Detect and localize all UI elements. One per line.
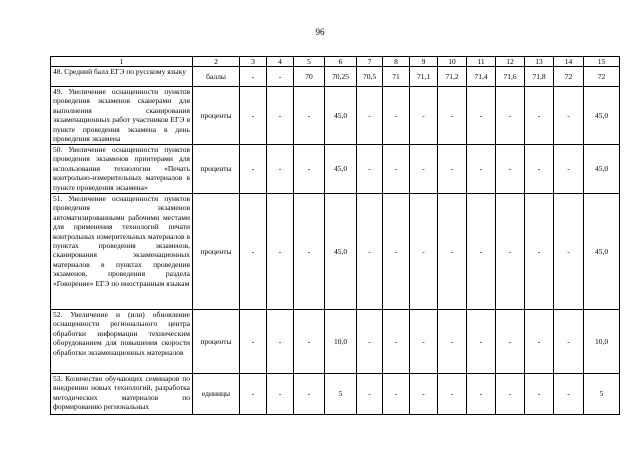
value-cell: - bbox=[383, 87, 410, 145]
value-cell: - bbox=[467, 374, 496, 415]
indicator-description: 52. Увеличение и (или) обновление оснащенности регионального центра обработки информации техническим оборудованием для повышения скорости обработки экзаменационных материалов bbox=[51, 310, 193, 374]
value-cell: 45,0 bbox=[584, 194, 620, 310]
value-cell: - bbox=[240, 87, 267, 145]
value-cell: - bbox=[267, 67, 294, 87]
value-cell: - bbox=[525, 310, 554, 374]
value-cell: - bbox=[438, 87, 467, 145]
column-header: 9 bbox=[410, 57, 438, 67]
column-header: 8 bbox=[383, 57, 410, 67]
value-cell: - bbox=[438, 145, 467, 194]
value-cell: - bbox=[267, 87, 294, 145]
value-cell: - bbox=[294, 145, 325, 194]
value-cell: 71,2 bbox=[438, 67, 467, 87]
value-cell: 45,0 bbox=[325, 87, 357, 145]
value-cell: 72 bbox=[554, 67, 584, 87]
table-row bbox=[51, 310, 620, 374]
value-cell: 45,0 bbox=[584, 87, 620, 145]
table-row bbox=[51, 374, 620, 415]
indicator-unit: проценты bbox=[193, 310, 240, 374]
page-number: 96 bbox=[315, 27, 325, 37]
value-cell: - bbox=[294, 87, 325, 145]
value-cell: - bbox=[294, 374, 325, 415]
value-cell: - bbox=[525, 87, 554, 145]
value-cell: - bbox=[467, 310, 496, 374]
column-header: 1 bbox=[51, 57, 193, 67]
column-header: 6 bbox=[325, 57, 357, 67]
value-cell: - bbox=[410, 310, 438, 374]
value-cell: - bbox=[554, 194, 584, 310]
column-header: 12 bbox=[496, 57, 525, 67]
indicator-unit: проценты bbox=[193, 87, 240, 145]
indicator-description: 50. Увеличение оснащенности пунктов проведения экзаменов принтерами для использования технологии «Печать контрольно-измерительных материалов в пункте проведения экзамена» bbox=[51, 145, 193, 194]
value-cell: - bbox=[410, 194, 438, 310]
value-cell: - bbox=[496, 87, 525, 145]
value-cell: - bbox=[410, 145, 438, 194]
value-cell: - bbox=[438, 310, 467, 374]
value-cell: - bbox=[267, 145, 294, 194]
value-cell: - bbox=[554, 310, 584, 374]
table-row bbox=[51, 145, 620, 194]
value-cell: 71,1 bbox=[410, 67, 438, 87]
indicators-table bbox=[50, 56, 620, 415]
column-header: 7 bbox=[357, 57, 383, 67]
value-cell: 70 bbox=[294, 67, 325, 87]
value-cell: 45,0 bbox=[325, 194, 357, 310]
value-cell: - bbox=[383, 145, 410, 194]
value-cell: - bbox=[467, 145, 496, 194]
column-header: 11 bbox=[467, 57, 496, 67]
value-cell: 71 bbox=[383, 67, 410, 87]
table-row bbox=[51, 87, 620, 145]
value-cell: - bbox=[267, 374, 294, 415]
value-cell: - bbox=[240, 194, 267, 310]
value-cell: - bbox=[554, 87, 584, 145]
table-row bbox=[51, 67, 620, 87]
value-cell: - bbox=[267, 194, 294, 310]
value-cell: - bbox=[357, 145, 383, 194]
column-header: 15 bbox=[584, 57, 620, 67]
column-header: 2 bbox=[193, 57, 240, 67]
value-cell: 45,0 bbox=[325, 145, 357, 194]
value-cell: - bbox=[525, 145, 554, 194]
column-header: 14 bbox=[554, 57, 584, 67]
value-cell: - bbox=[467, 87, 496, 145]
indicator-unit: проценты bbox=[193, 145, 240, 194]
value-cell: - bbox=[410, 374, 438, 415]
value-cell: 45,0 bbox=[584, 145, 620, 194]
value-cell: - bbox=[357, 310, 383, 374]
value-cell: - bbox=[438, 194, 467, 310]
column-header: 5 bbox=[294, 57, 325, 67]
column-header: 13 bbox=[525, 57, 554, 67]
column-header: 4 bbox=[267, 57, 294, 67]
column-header: 3 bbox=[240, 57, 267, 67]
indicator-description: 51. Увеличение оснащенности пунктов проведения экзаменов автоматизированными рабочими местами для применения технологий печати контрольных измерительных материалов в пунктах проведения экзаменов, сканирования экзаменационных материалов в пунктах проведения экзаменов, проведения раздела «Говорение» ЕГЭ по иностранным языкам bbox=[51, 194, 193, 310]
indicator-unit: баллы bbox=[193, 67, 240, 87]
value-cell: - bbox=[383, 310, 410, 374]
value-cell: - bbox=[467, 194, 496, 310]
value-cell: - bbox=[496, 310, 525, 374]
value-cell: - bbox=[267, 310, 294, 374]
value-cell: - bbox=[294, 310, 325, 374]
value-cell: 10,0 bbox=[325, 310, 357, 374]
indicator-description: 48. Средний балл ЕГЭ по русскому языку bbox=[51, 67, 193, 87]
value-cell: - bbox=[525, 374, 554, 415]
value-cell: - bbox=[496, 145, 525, 194]
value-cell: 5 bbox=[584, 374, 620, 415]
value-cell: - bbox=[357, 374, 383, 415]
value-cell: - bbox=[357, 87, 383, 145]
indicator-unit: единицы bbox=[193, 374, 240, 415]
value-cell: 71,8 bbox=[525, 67, 554, 87]
value-cell: - bbox=[410, 87, 438, 145]
value-cell: 71,4 bbox=[467, 67, 496, 87]
value-cell: - bbox=[240, 145, 267, 194]
value-cell: 70,25 bbox=[325, 67, 357, 87]
value-cell: 10,0 bbox=[584, 310, 620, 374]
value-cell: - bbox=[496, 194, 525, 310]
value-cell: 71,6 bbox=[496, 67, 525, 87]
value-cell: - bbox=[525, 194, 554, 310]
table-row bbox=[51, 194, 620, 310]
value-cell: - bbox=[294, 194, 325, 310]
indicator-unit: проценты bbox=[193, 194, 240, 310]
value-cell: - bbox=[554, 145, 584, 194]
value-cell: - bbox=[357, 194, 383, 310]
column-header: 10 bbox=[438, 57, 467, 67]
value-cell: - bbox=[496, 374, 525, 415]
value-cell: 70,5 bbox=[357, 67, 383, 87]
value-cell: - bbox=[240, 67, 267, 87]
value-cell: - bbox=[240, 310, 267, 374]
value-cell: 72 bbox=[584, 67, 620, 87]
value-cell: - bbox=[438, 374, 467, 415]
value-cell: - bbox=[554, 374, 584, 415]
value-cell: - bbox=[240, 374, 267, 415]
value-cell: 5 bbox=[325, 374, 357, 415]
value-cell: - bbox=[383, 374, 410, 415]
column-number-row bbox=[51, 57, 620, 67]
indicator-description: 49. Увеличение оснащенности пунктов проведения экзаменов сканерами для выполнения сканирования экзаменационных работ участников ЕГЭ в пункте проведения экзамена в день проведения экзамена bbox=[51, 87, 193, 145]
indicator-description: 53. Количество обучающих семинаров по внедрению новых технологий, разработка методических материалов по формированию региональных bbox=[51, 374, 193, 415]
value-cell: - bbox=[383, 194, 410, 310]
